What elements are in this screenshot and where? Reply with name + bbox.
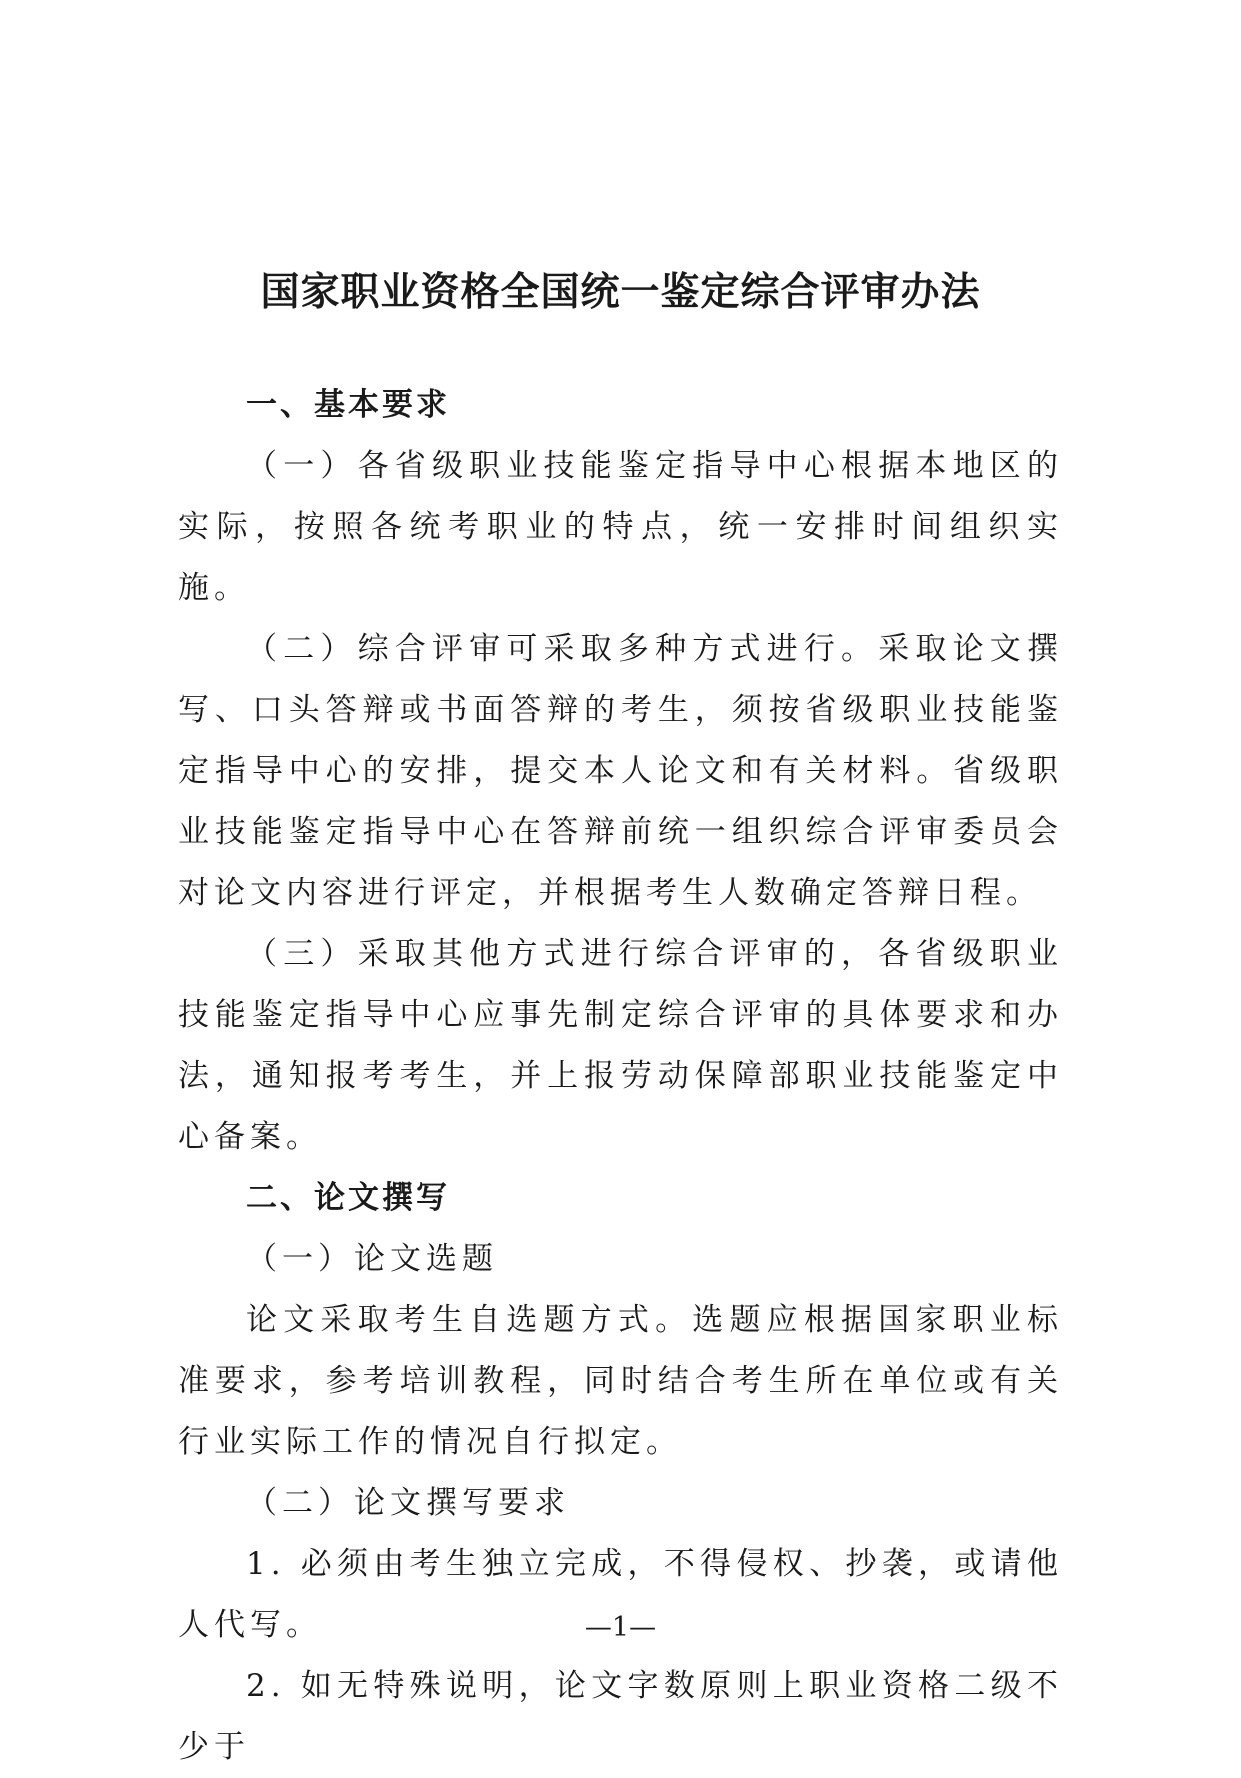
paragraph: 论文采取考生自选题方式。选题应根据国家职业标准要求，参考培训教程，同时结合考生所在单位或有关行业实际工作的情况自行拟定。 bbox=[178, 1302, 1063, 1460]
page-number: —1— bbox=[584, 1612, 657, 1643]
subheading-writing-requirements: （二）论文撰写要求 bbox=[246, 1485, 570, 1521]
document-title: 国家职业资格全国统一鉴定综合评审办法 bbox=[260, 269, 981, 315]
paragraph: （一）各省级职业技能鉴定指导中心根据本地区的实际，按照各统考职业的特点，统一安排时间组织实施。 bbox=[178, 448, 1063, 606]
list-item: 1. 必须由考生独立完成，不得侵权、抄袭，或请他人代写。 bbox=[178, 1546, 1063, 1643]
section-heading-thesis-writing: 二、论文撰写 bbox=[246, 1180, 450, 1216]
document-body bbox=[178, 375, 1063, 1778]
list-item: 2. 如无特殊说明，论文字数原则上职业资格二级不少于 bbox=[178, 1668, 1063, 1765]
paragraph: （二）综合评审可采取多种方式进行。采取论文撰写、口头答辩或书面答辩的考生，须按省级职业技能鉴定指导中心的安排，提交本人论文和有关材料。省级职业技能鉴定指导中心在答辩前统一组织综合评审委员会对论文内容进行评定，并根据考生人数确定答辩日程。 bbox=[178, 631, 1063, 911]
section-heading-basic-requirements: 一、基本要求 bbox=[246, 387, 450, 423]
subheading-topic-selection: （一）论文选题 bbox=[246, 1241, 498, 1277]
paragraph: （三）采取其他方式进行综合评审的，各省级职业技能鉴定指导中心应事先制定综合评审的具体要求和办法，通知报考考生，并上报劳动保障部职业技能鉴定中心备案。 bbox=[178, 936, 1063, 1155]
